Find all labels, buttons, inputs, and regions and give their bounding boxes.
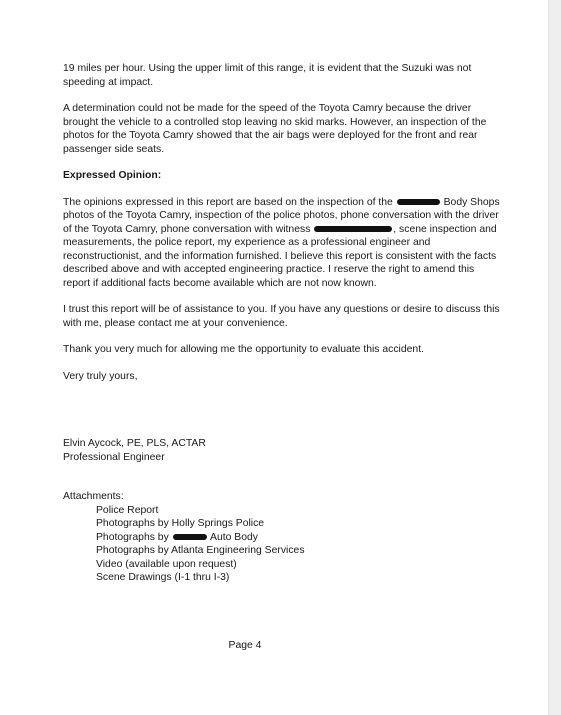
redaction-body-shop-name	[397, 199, 440, 205]
expressed-opinion-heading: Expressed Opinion:	[63, 170, 162, 181]
signer-name: Elvin Aycock, PE, PLS, ACTAR	[63, 438, 206, 449]
attachment-item-prefix: Photographs by	[96, 531, 169, 543]
valediction: Very truly yours,	[63, 370, 138, 382]
opinion-text-part1: The opinions expressed in this report are based on the inspection of the	[63, 196, 393, 208]
opinion-text-part2: Body Shops photos of the Toyota Camry, inspection of the police photos, phone conversation with the driver of the Toyota Camry, phone conversation with witness	[63, 196, 500, 235]
attachment-item: Photographs by Atlanta Engineering Services	[96, 545, 305, 556]
page-edge	[548, 0, 561, 715]
signature-block	[63, 437, 503, 464]
paragraph-trust: I trust this report will be of assistance to you. If you have any questions or desire to discuss this with me, please contact me at your convenience.	[63, 304, 500, 329]
letter-body	[63, 62, 503, 585]
attachment-item: Police Report	[96, 504, 159, 516]
attachment-item: Photographs by Holly Springs Police	[96, 518, 265, 529]
paragraph-expressed-opinion	[63, 196, 503, 291]
attachment-item	[96, 531, 503, 545]
paragraph-thanks: Thank you very much for allowing me the opportunity to evaluate this accident.	[63, 344, 424, 355]
redaction-auto-body-name	[173, 534, 207, 540]
redaction-witness-name	[314, 226, 392, 232]
opinion-text-part3: , scene inspection and measurements, the police report, my experience as a professional engineer and reconstructionist, and the information furnished. I believe this report is consistent with the facts described above and with accepted engineering practice. I reserve the right to amend this report if additional facts become available which are not now known.	[63, 223, 497, 289]
signer-title: Professional Engineer	[63, 451, 165, 463]
page-number: Page 4	[228, 640, 262, 651]
attachment-item-suffix: Auto Body	[210, 531, 258, 543]
attachments-label: Attachments:	[63, 491, 124, 502]
attachment-item: Scene Drawings (I-1 thru I-3)	[96, 572, 230, 583]
attachment-item: Video (available upon request)	[96, 558, 237, 570]
paragraph-speed-conclusion: 19 miles per hour. Using the upper limit of this range, it is evident that the Suzuki was not speeding at impact.	[63, 63, 472, 88]
attachments-list	[63, 504, 503, 585]
paragraph-camry-speed: A determination could not be made for the speed of the Toyota Camry because the driver brought the vehicle to a controlled stop leaving no skid marks. However, an inspection of the photos for the Toyota Camry showed that the air bags were deployed for the front and rear passenger side seats.	[63, 103, 487, 155]
attachments-section	[63, 490, 503, 585]
